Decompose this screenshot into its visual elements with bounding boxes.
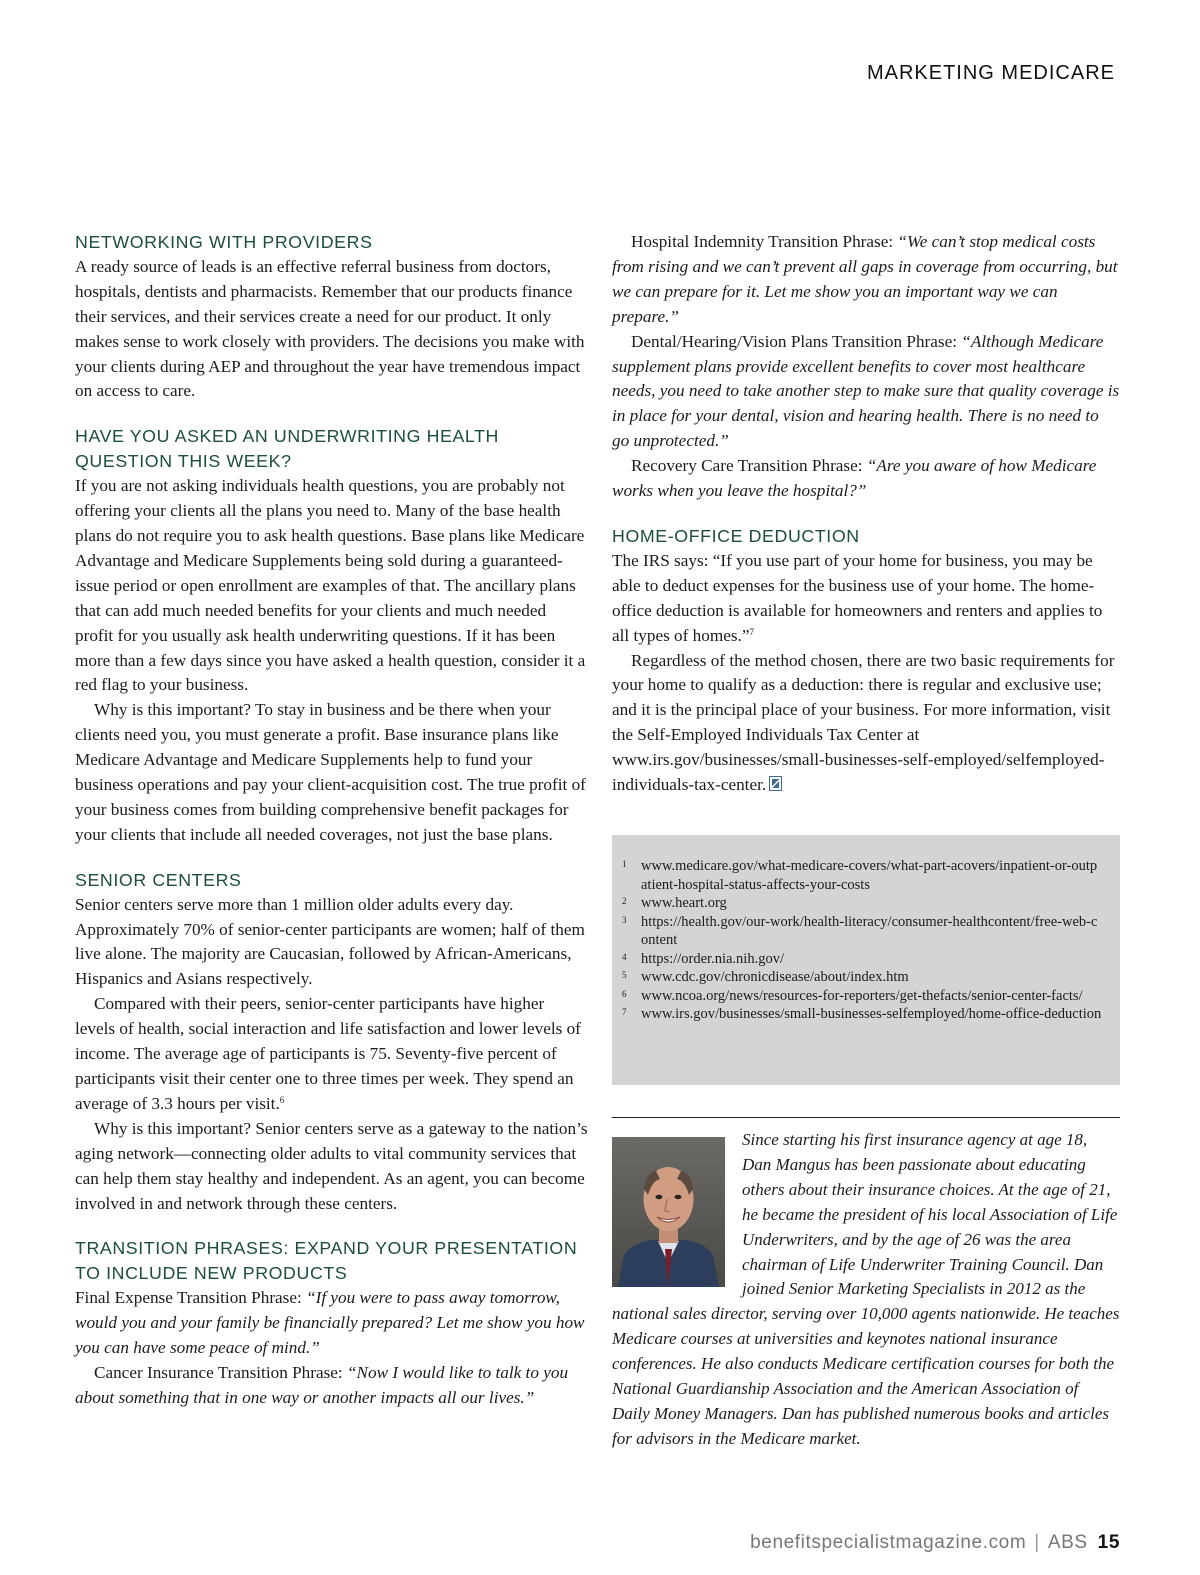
paragraph — [75, 992, 588, 1117]
paragraph-text: Regardless of the method chosen, there are two basic requirements for your home to qualify as a deduction: there is regular and exclusive use; and it is the principal place of your business. For more information, visit the Self-Employed Individuals Tax Center at www.irs.gov/businesses/small-businesses-self-employed/selfemployed-individuals-tax-center. — [612, 650, 1115, 795]
page-number: 15 — [1097, 1532, 1120, 1553]
section-heading-home-office: HOME-OFFICE DEDUCTION — [612, 525, 860, 546]
section-heading-underwriting: HAVE YOU ASKED AN UNDERWRITING HEALTH QUESTION THIS WEEK? — [75, 426, 500, 472]
phrase-label: Hospital Indemnity Transition Phrase: — [631, 232, 898, 251]
divider — [612, 1117, 1120, 1118]
phrase-quote: “Are you aware of how Medicare works when you leave the hospital?” — [612, 456, 1097, 501]
phrase-quote: “We can’t stop medical costs from rising and we can’t prevent all gaps in coverage from occurring, but we can prepare for it. Let me show you an important way we can prepare.” — [612, 232, 1118, 326]
page-footer — [750, 1532, 1120, 1554]
paragraph — [612, 330, 1120, 455]
phrase-label: Recovery Care Transition Phrase: — [631, 456, 867, 476]
paragraph-text: The IRS says: “If you use part of your home for business, you may be able to deduct expenses for the business use of your home. The home-office deduction is available for homeowners and renters and applies to all types of homes.” — [612, 550, 1103, 645]
phrase-quote: “If you were to pass away tomorrow, would you and your family be financially prepared? Let me show you how you can have some peace of mind.” — [75, 1288, 585, 1358]
footnote-link[interactable]: https://health.gov/our-work/health-literacy/consumer-healthcontent/free-web-content — [641, 913, 1098, 948]
paragraph — [612, 549, 1120, 649]
footnote-link[interactable]: www.cdc.gov/chronicdisease/about/index.htm — [641, 969, 909, 985]
phrase-quote: “Although Medicare supplement plans provide excellent benefits to cover most healthcare needs, you need to take another step to make sure that quality coverage is in place for your dental, vision and hearing health. There is no need to go unprotected.” — [612, 331, 1120, 451]
footer-publication: ABS — [1047, 1532, 1088, 1553]
author-bio — [612, 1128, 1120, 1452]
phrase-label: Dental/Hearing/Vision Plans Transition Phrase: — [631, 331, 962, 351]
paragraph — [75, 1361, 588, 1411]
phrase-label: Cancer Insurance Transition Phrase: — [94, 1362, 347, 1382]
paragraph — [75, 1286, 588, 1361]
footer-separator: | — [1034, 1532, 1040, 1553]
paragraph-text: Compared with their peers, senior-center participants have higher levels of health, social interaction and life satisfaction and lower levels of income. The average age of participants is 75. Seventy-five percent of participants visit their center one to three times per week. They spend an average of 3.3 hours per visit. — [75, 994, 581, 1113]
footnote-number: 7 — [622, 1007, 627, 1017]
paragraph: Senior centers serve more than 1 million older adults every day. Approximately 70% of senior-center participants are women; half of them live alone. The majority are Caucasian, followed by African-Americans, Hispanics and Asians respectively. — [75, 894, 585, 989]
footnote-number: 1 — [622, 859, 627, 869]
paragraph — [612, 230, 1120, 330]
footnote-link[interactable]: www.irs.gov/businesses/small-businesses-selfemployed/home-office-deduction — [641, 1006, 1102, 1022]
paragraph — [612, 649, 1120, 798]
footnote-item — [622, 950, 1102, 969]
paragraph — [612, 454, 1120, 504]
footer-site[interactable]: benefitspecialistmagazine.com — [750, 1532, 1027, 1553]
paragraph: Why is this important? To stay in business and be there when your clients need you, you must generate a profit. Base insurance plans like Medicare Advantage and Medicare Supplements help to fund your business operations and pay your client-acquisition cost. The true profit of your business comes from building comprehensive benefit packages for your clients that include all needed coverages, not just the base plans. — [75, 700, 586, 844]
section-heading-transition-phrases: TRANSITION PHRASES: EXPAND YOUR PRESENTATION TO INCLUDE NEW PRODUCTS — [75, 1238, 578, 1284]
phrase-quote: “Now I would like to talk to you about something that in one way or another impacts all our lives.” — [75, 1362, 569, 1407]
footnote-ref[interactable]: 6 — [279, 1094, 285, 1105]
running-head: MARKETING MEDICARE — [866, 62, 1115, 84]
footnote-item — [622, 987, 1102, 1006]
section-heading-senior-centers: SENIOR CENTERS — [75, 869, 242, 890]
footnote-link[interactable]: www.ncoa.org/news/resources-for-reporters/get-thefacts/senior-center-facts/ — [641, 987, 1083, 1004]
footnote-number: 5 — [622, 970, 627, 980]
section-heading-networking: NETWORKING WITH PROVIDERS — [75, 232, 373, 252]
author-photo — [612, 1137, 725, 1287]
left-column — [75, 230, 588, 1411]
footnote-item — [622, 968, 1102, 987]
footnote-link[interactable]: www.heart.org — [641, 895, 727, 911]
footnote-item — [622, 913, 1102, 950]
bio-text: Since starting his first insurance agency at age 18, Dan Mangus has been passionate about educating others about their insurance choices. At the age of 21, he became the president of his local Association of Life Underwriters, and by the age of 26 was the area chairman of Life Underwriter Training Council. Dan joined Senior Marketing Specialists in 2012 as the national sales director, serving over 10,000 agents nationwide. He teaches Medicare courses at universities and keynotes national insurance conferences. He also conducts Medicare certification courses for both the National Guardianship Association and the American Association of Daily Money Managers. Dan has published numerous books and articles for advisors in the Medicare market. — [612, 1130, 1120, 1448]
footnote-ref[interactable]: 7 — [749, 626, 754, 637]
paragraph: If you are not asking individuals health questions, you are probably not offering your clients all the plans you need to. Many of the base health plans do not require you to ask health questions. Base plans like Medicare Advantage and Medicare Supplements being sold during a guaranteed-issue period or open enrollment are examples of that. The ancillary plans that can add much needed benefits for your clients and much needed profit for you usually ask health underwriting questions. If it has been more than a few days since you have asked a health question, consider it a red flag to your business. — [75, 476, 586, 695]
footnote-link[interactable]: https://order.nia.nih.gov/ — [641, 950, 784, 967]
footnote-item — [622, 857, 1102, 894]
phrase-label: Final Expense Transition Phrase: — [75, 1288, 307, 1308]
paragraph: A ready source of leads is an effective referral business from doctors, hospitals, dentists and pharmacists. Remember that our products finance their services, and their services create a need for our product. It only makes sense to work closely with providers. The decisions you make with your clients during AEP and throughout the year have tremendous impact on access to care. — [75, 256, 585, 401]
right-column — [612, 230, 1120, 798]
footnote-number: 2 — [622, 896, 627, 906]
footnote-item — [622, 894, 1102, 913]
footnote-link[interactable]: www.medicare.gov/what-medicare-covers/what-part-acovers/inpatient-or-outpatient-hospital-status-affects-your-costs — [641, 858, 1098, 893]
footnote-number: 4 — [622, 951, 627, 962]
footnote-item — [622, 1005, 1102, 1024]
footnote-number: 3 — [622, 914, 627, 925]
end-mark-icon — [769, 776, 782, 791]
paragraph: Why is this important? Senior centers serve as a gateway to the nation’s aging network—connecting older adults to vital community services that can help them stay healthy and independent. As an agent, you can become involved in and network through these centers. — [75, 1118, 588, 1213]
footnotes-box — [612, 835, 1120, 1085]
footnote-number: 6 — [622, 988, 627, 999]
